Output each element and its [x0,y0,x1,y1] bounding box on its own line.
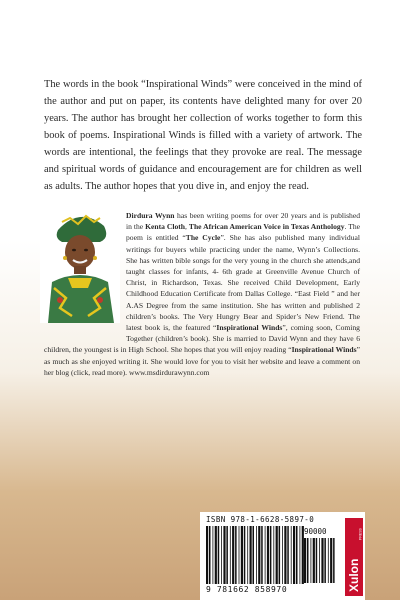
barcode-icon [206,526,306,584]
barcode-number: 9 781662 858970 [206,585,288,594]
price-barcode-icon [304,538,336,583]
author-bio: Dirdura Wynn has been writing poems for over 20 years and is published in the Kenta Cloth, The African American Voice in Texas Anthology. The poem is entitled “The Cycle”. She has also published many individual writings for buyers while practicing under the name, Wynn’s Collections. She has written bible songs for the very young in the church she attends,and taught classes for infants, 4- 6th grade at Greenville Avenue Church of Christ, in Richardson, Texas. She received Child Development, Early Childhood Education Certificate from Dallas College. “East Field ” and her A.AS Degree from the same institution. She has written and published 2 children’s books. The Very Hungry Bear and Spider’s New Friend. The latest book is, the featured “Inspirational Winds”, coming soon, Coming Together (children’s book). She is married to David Wynn and they have 6 children, the youngest is in High School. She hopes that you will enjoy reading “Inspirational Winds” as much as she enjoyed writing it. She would love for you to visit her website and leave a comment on her blog (click, read more). www.msdirdurawynn.com [44,211,361,377]
isbn-label: ISBN 978-1-6628-5897-0 [206,515,315,524]
author-name: Dirdura Wynn [126,211,175,220]
back-cover-blurb: The words in the book “Inspirational Winds” were conceived in the mind of the author and put on paper, its contents have delighted many for over 20 years. The author has brought her collection of works together to form this book of poems. Inspirational Winds is filled with a variety of artwork. The words are intentional, the feelings that they provoke are real. The message and spiritual words of guidance and encouragement are for children as well as adults. The author hopes that you dive in, and enjoy the read. [44,79,362,192]
svg-text:Xulon: Xulon [347,558,361,592]
price-code: 90000 [304,527,327,536]
svg-text:PRESS: PRESS [358,528,363,540]
publisher-logo-icon [345,518,363,596]
isbn-barcode-block [200,512,365,600]
